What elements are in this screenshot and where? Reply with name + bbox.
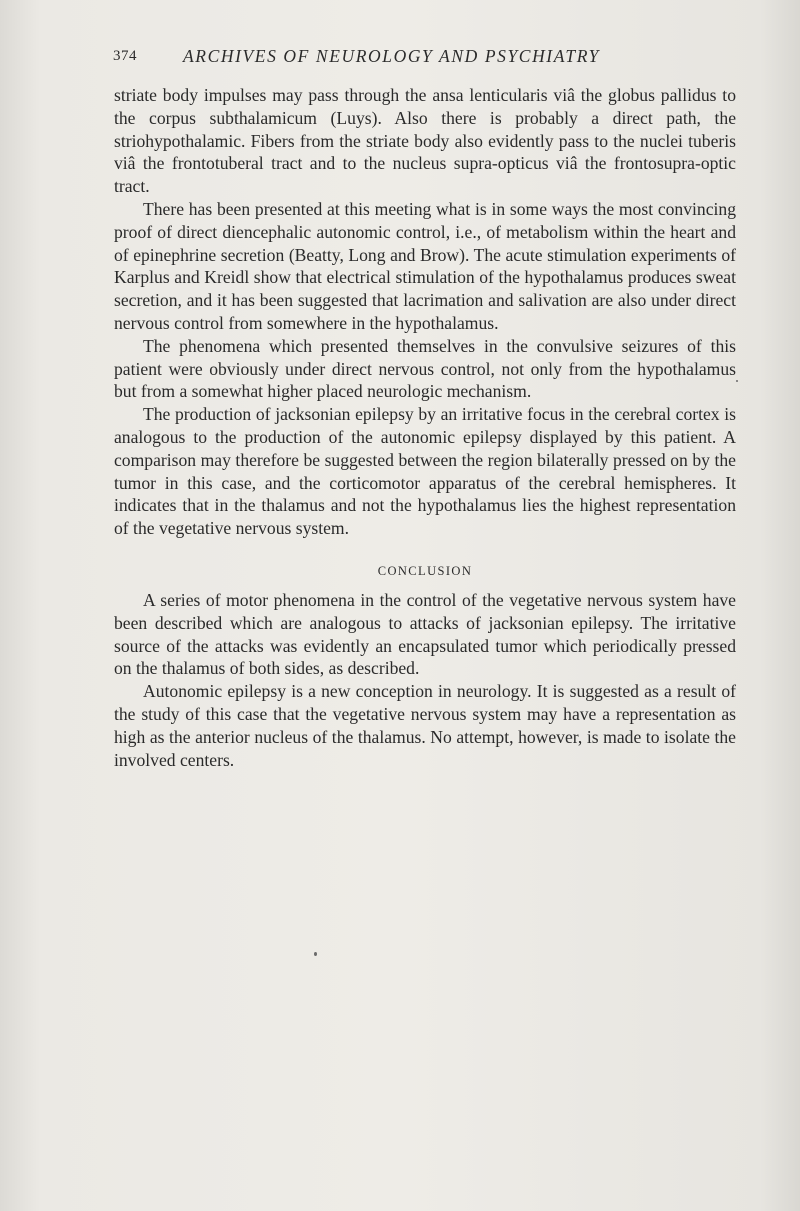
body-text <box>114 84 736 771</box>
running-head <box>113 44 733 72</box>
paragraph-conclusion-autonomic-epilepsy: Autonomic epilepsy is a new conception in neurology. It is suggested as a result of the study of this case that the vegetative nervous system may have a representation as high as the anterior nucleus of the thalamus. No attempt, however, is made to isolate the involved centers. <box>114 681 736 770</box>
paragraph-jacksonian-epilepsy: The production of jacksonian epilepsy by an irritative focus in the cerebral cortex is analogous to the production of the autonomic epilepsy displayed by this patient. A comparison may therefore be suggested between the region bilaterally pressed on by the tumor in this case, and the corticomotor apparatus of the cerebral hemispheres. It indicates that in the thalamus and not the hypothalamus lies the highest representation of the vegetative nervous system. <box>114 404 736 539</box>
paragraph-diencephalic-control: There has been presented at this meeting what is in some ways the most convincing proof of direct diencephalic autonomic control, i.e., of metabolism within the heart and of epinephrine secretion (Beatty, Long and Brow). The acute stimulation experiments of Karplus and Kreidl show that electrical stimulation of the hypothalamus produces sweat secretion, and it has been suggested that lacrimation and salivation are also under direct nervous control from somewhere in the hypothalamus. <box>114 198 736 333</box>
paragraph-phenomena: The phenomena which presented themselves in the convulsive seizures of this patient were obviously under direct nervous control, not only from the hypothalamus but from a somewhat higher placed neurologic mechanism. <box>114 335 736 402</box>
scan-speck <box>736 380 738 382</box>
section-heading-conclusion: CONCLUSION <box>377 563 473 578</box>
paragraph-continuation: striate body impulses may pass through the ansa lenticularis viâ the globus pallidus to the corpus subthalamicum (Luys). Also there is probably a direct path, the striohypothalamic. Fibers from the striate body also evidently pass to the nuclei tuberis viâ the frontotuberal tract and to the nucleus supra-opticus viâ the frontosupra-optic tract. <box>114 85 736 197</box>
page-number: 374 <box>113 48 137 64</box>
paragraph-conclusion-summary: A series of motor phenomena in the control of the vegetative nervous system have been described which are analogous to attacks of jacksonian epilepsy. The irritative source of the attacks was evidently an encapsulated tumor which periodically pressed on the thalamus of both sides, as described. <box>114 589 736 679</box>
scan-speck <box>314 952 317 956</box>
journal-title: ARCHIVES OF NEUROLOGY AND PSYCHIATRY <box>183 46 601 66</box>
